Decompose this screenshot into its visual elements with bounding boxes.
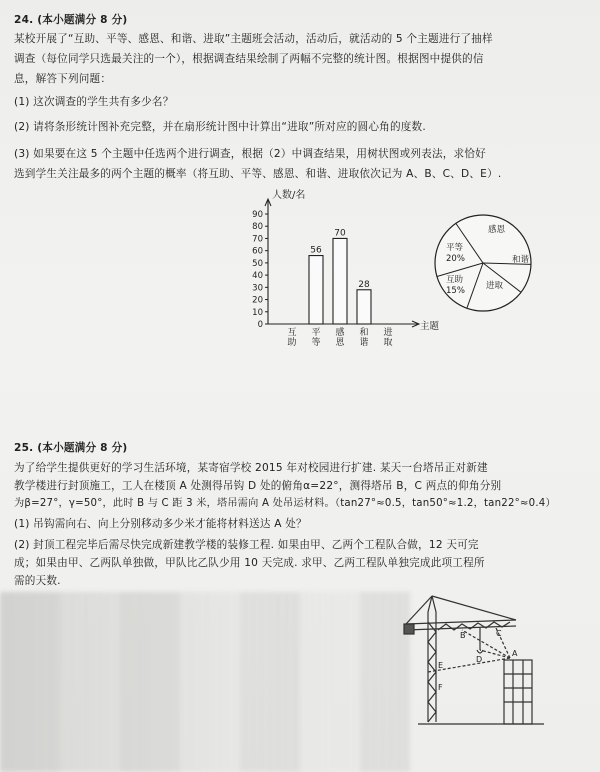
y-tick-label: 30: [252, 283, 263, 294]
bar: [333, 238, 347, 324]
q24-line1: 某校开展了“互助、平等、感恩、和谐、进取”主题班会活动，活动后，就活动的 5 个主题进行了抽样: [14, 33, 493, 45]
q24-line2: 调查（每位同学只选最关注的一个），根据调查结果绘制了两幅不完整的统计图。根据图中提供的信: [14, 53, 484, 65]
q25-line2: 教学楼进行封顶施工，工人在楼顶 A 处测得吊钩 D 处的俯角α=22°，测得塔吊 B，C 两点的仰角分别: [14, 480, 502, 492]
x-tick-label: 等: [311, 338, 321, 348]
bar-chart: [228, 188, 440, 348]
y-tick-label: 0: [257, 320, 263, 330]
q24-line3: 息，解答下列问题：: [14, 73, 112, 85]
x-tick-label: 互: [287, 328, 297, 338]
y-axis-label: 人数/名: [272, 190, 306, 201]
pie-slice-value: 15%: [446, 286, 465, 296]
y-tick-label: 60: [252, 246, 263, 257]
y-tick-label: 20: [252, 295, 263, 306]
bar: [309, 256, 323, 324]
pie-slice-label: 和谐: [512, 255, 530, 265]
q25-sub2c: 需的天数.: [14, 575, 61, 587]
bar: [357, 290, 371, 324]
q24-sub2: (2) 请将条形统计图补充完整，并在扇形统计图中计算出“进取”所对应的圆心角的度数.: [14, 121, 426, 133]
label-e: E: [438, 661, 444, 670]
y-tick-label: 70: [252, 234, 263, 245]
q24-sub3b: 选到学生关注最多的两个主题的概率（将互助、平等、感恩、和谐、进取依次记为 A、B、C、D、E）.: [14, 168, 502, 180]
crane-figure: [398, 594, 548, 734]
pie-chart: [432, 212, 534, 314]
q24-sub1: (1) 这次调查的学生共有多少名？: [14, 96, 174, 108]
data-label: 70: [334, 228, 346, 239]
q25-line3: 为β=27°，γ=50°，此时 B 与 C 距 3 米，塔吊需向 A 处吊运材料。（tan27°≈0.5，tan50°≈1.2，tan22°≈0.4）: [14, 498, 556, 509]
x-tick-label: 谐: [359, 338, 369, 348]
label-d: D: [476, 655, 483, 664]
y-tick-label: 50: [252, 258, 263, 269]
blurred-region: [0, 592, 410, 772]
y-tick-label: 10: [252, 307, 263, 318]
label-c: C: [496, 629, 502, 638]
x-tick-label: 平: [311, 328, 321, 338]
x-tick-label: 助: [287, 338, 297, 348]
q24-heading: 24. (本小题满分 8 分): [14, 14, 128, 26]
pie-slice-label: 感恩: [488, 225, 506, 235]
q24-sub3a: (3) 如果要在这 5 个主题中任选两个进行调查，根据（2）中调查结果，用树状图或列表法，求恰好: [14, 148, 486, 160]
data-label: 28: [358, 279, 370, 290]
x-tick-label: 和: [359, 328, 369, 338]
q25-sub1: (1) 吊钩需向右、向上分别移动多少米才能将材料送达 A 处？: [14, 518, 307, 530]
crane-svg: [398, 594, 548, 734]
x-tick-label: 恩: [335, 338, 345, 348]
q25-line1: 为了给学生提供更好的学习生活环境，某寄宿学校 2015 年对校园进行扩建. 某天一台塔吊正对新建: [14, 462, 488, 474]
data-label: 56: [310, 245, 322, 256]
q25-sub2b: 成；如果由甲、乙两队单独做，甲队比乙队少用 10 天完成. 求甲、乙两工程队单独完成此项工程所: [14, 557, 485, 569]
pie-chart-svg: [432, 212, 534, 314]
bar-chart-svg: [228, 188, 440, 348]
x-tick-label: 进: [383, 328, 393, 338]
y-tick-label: 90: [252, 210, 263, 220]
pie-slice-label: 互助: [446, 275, 464, 285]
y-tick-label: 80: [252, 222, 263, 233]
label-f: F: [438, 683, 443, 692]
label-a: A: [512, 649, 518, 658]
y-tick-label: 40: [252, 271, 263, 282]
pie-slice-label: 进取: [486, 281, 504, 291]
pie-slice-label: 平等: [446, 243, 464, 253]
pie-slice-value: 20%: [446, 254, 465, 264]
label-b: B: [460, 631, 466, 640]
x-tick-label: 感: [335, 328, 345, 338]
x-tick-label: 取: [383, 338, 393, 348]
x-axis-label: 主题: [420, 321, 440, 332]
q25-sub2a: (2) 封顶工程完毕后需尽快完成新建教学楼的装修工程. 如果由甲、乙两个工程队合做，12 天可完: [14, 539, 479, 551]
q25-heading: 25. (本小题满分 8 分): [14, 442, 128, 454]
